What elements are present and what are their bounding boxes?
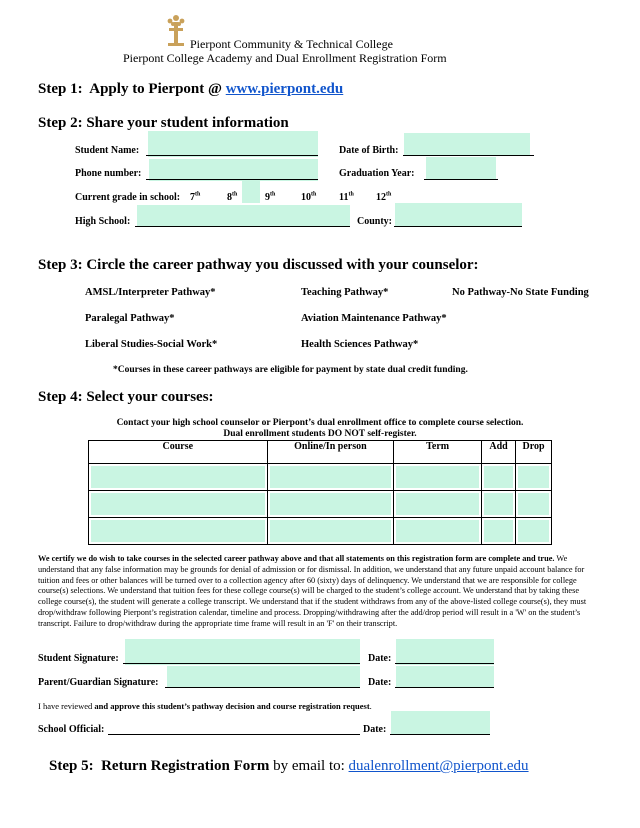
pierpont-logo-icon xyxy=(164,14,188,48)
term-cell[interactable] xyxy=(394,464,482,491)
step1-heading xyxy=(38,81,343,98)
form-title: Pierpont College Academy and Dual Enrollment Registration Form xyxy=(123,51,447,65)
certification-statement xyxy=(38,554,604,630)
term-cell[interactable] xyxy=(394,491,482,518)
high-school-field[interactable] xyxy=(137,205,350,227)
official-date-line xyxy=(390,734,490,735)
step2-heading: Step 2: Share your student information xyxy=(38,115,289,131)
column-online-in-person: Online/In person xyxy=(267,441,394,464)
review-statement: I have reviewed and approve this student’s pathway decision and course registration request. xyxy=(38,701,372,711)
column-term: Term xyxy=(394,441,482,464)
add-cell[interactable] xyxy=(482,518,516,545)
course-cell[interactable] xyxy=(89,518,268,545)
table-row xyxy=(89,491,552,518)
official-date-label: Date: xyxy=(363,724,387,735)
delivery-cell[interactable] xyxy=(267,464,394,491)
high-school-label: High School: xyxy=(75,216,131,227)
pathway-aviation[interactable]: Aviation Maintenance Pathway* xyxy=(301,313,447,324)
drop-cell[interactable] xyxy=(516,518,552,545)
pathway-liberal-studies[interactable]: Liberal Studies-Social Work* xyxy=(85,339,218,350)
parent-date-line xyxy=(395,687,494,688)
phone-number-field[interactable] xyxy=(149,159,318,181)
high-school-line xyxy=(135,226,350,227)
step5-text: by email to: xyxy=(269,758,349,774)
current-grade-label: Current grade in school: xyxy=(75,192,181,203)
step5-label: Step 5: Return Registration Form xyxy=(49,758,270,774)
pathway-footnote: *Courses in these career pathways are eligible for payment by state dual credit funding. xyxy=(113,365,468,375)
student-signature-label: Student Signature: xyxy=(38,653,119,664)
school-official-label: School Official: xyxy=(38,724,105,735)
phone-number-line xyxy=(146,179,318,180)
course-note-line2: Dual enrollment students DO NOT self-register. xyxy=(223,429,417,439)
delivery-cell[interactable] xyxy=(267,491,394,518)
student-name-field[interactable] xyxy=(148,131,318,157)
column-course: Course xyxy=(89,441,268,464)
date-of-birth-line xyxy=(403,155,534,156)
add-cell[interactable] xyxy=(482,491,516,518)
pathway-none[interactable]: No Pathway-No State Funding xyxy=(452,287,589,298)
grade-selection-field[interactable] xyxy=(242,181,260,203)
county-line xyxy=(394,226,522,227)
grade-option-11[interactable]: 11th xyxy=(339,191,354,203)
school-official-line[interactable] xyxy=(108,734,360,735)
dual-enrollment-email-link[interactable]: dualenrollment@pierpont.edu xyxy=(348,758,529,774)
step5-heading xyxy=(49,758,529,775)
certification-text: We understand that any false information may be grounds for denial of admission or for dismissal. In addition, we understand that any future unpaid account balance for tuition and fees or other balances will be turned over to a collection agency after 60 (sixty) days of delinquency. We understand that we are responsible for college course(s) selections. We understand that tuition fees for these college course(s) will be charged to the student’s college account. We understand that by taking these college course(s), the student will generate a college transcript. We understand that if the student withdraws from any of the above-listed college course(s), they must drop/withdraw following Pierpont’s registration calendar, timeline and process. Dropping/withdrawing after the add/drop period will result in a 'W' on the student’s transcript. Failure to drop/withdraw during the appropriate time frame will result in an 'F' on their transcript. xyxy=(38,554,587,628)
parent-date-field[interactable] xyxy=(396,666,494,688)
student-date-line xyxy=(395,663,494,664)
graduation-year-field[interactable] xyxy=(426,157,496,179)
graduation-year-label: Graduation Year: xyxy=(339,168,415,179)
step4-heading: Step 4: Select your courses: xyxy=(38,389,214,405)
parent-signature-label: Parent/Guardian Signature: xyxy=(38,677,159,688)
course-selection-note xyxy=(88,418,552,440)
grade-option-10[interactable]: 10th xyxy=(301,191,317,203)
drop-cell[interactable] xyxy=(516,464,552,491)
grade-option-7[interactable]: 7th xyxy=(190,191,201,203)
term-cell[interactable] xyxy=(394,518,482,545)
drop-cell[interactable] xyxy=(516,491,552,518)
course-table-header xyxy=(89,441,552,464)
student-name-label: Student Name: xyxy=(75,145,140,156)
pathway-teaching[interactable]: Teaching Pathway* xyxy=(301,287,389,298)
county-field[interactable] xyxy=(395,203,522,227)
student-signature-field[interactable] xyxy=(125,639,360,665)
course-cell[interactable] xyxy=(89,491,268,518)
graduation-year-line xyxy=(424,179,498,180)
grade-option-12[interactable]: 12th xyxy=(376,191,392,203)
certification-bold: We certify we do wish to take courses in the selected career pathway above and that all statements on this registration form are complete and true. xyxy=(38,554,555,563)
column-drop: Drop xyxy=(516,441,552,464)
parent-date-label: Date: xyxy=(368,677,392,688)
date-of-birth-field[interactable] xyxy=(404,133,530,155)
pathway-health-sciences[interactable]: Health Sciences Pathway* xyxy=(301,339,419,350)
course-cell[interactable] xyxy=(89,464,268,491)
pathway-amsl[interactable]: AMSL/Interpreter Pathway* xyxy=(85,287,216,298)
county-label: County: xyxy=(357,216,393,227)
step1-label: Step 1: Apply to Pierpont @ xyxy=(38,81,226,97)
grade-option-9[interactable]: 9th xyxy=(265,191,276,203)
phone-number-label: Phone number: xyxy=(75,168,142,179)
column-add: Add xyxy=(482,441,516,464)
date-of-birth-label: Date of Birth: xyxy=(339,145,399,156)
table-row xyxy=(89,464,552,491)
table-row xyxy=(89,518,552,545)
course-note-line1: Contact your high school counselor or Pierpont’s dual enrollment office to complete course selection. xyxy=(116,418,524,428)
parent-signature-line xyxy=(165,687,360,688)
student-date-label: Date: xyxy=(368,653,392,664)
official-date-field[interactable] xyxy=(391,711,490,735)
college-name: Pierpont Community & Technical College xyxy=(190,37,393,51)
add-cell[interactable] xyxy=(482,464,516,491)
grade-option-8[interactable]: 8th xyxy=(227,191,238,203)
student-date-field[interactable] xyxy=(396,639,494,665)
pathway-paralegal[interactable]: Paralegal Pathway* xyxy=(85,313,175,324)
delivery-cell[interactable] xyxy=(267,518,394,545)
student-name-line xyxy=(146,155,318,156)
pierpont-website-link[interactable]: www.pierpont.edu xyxy=(225,81,344,97)
student-signature-line xyxy=(123,663,360,664)
parent-signature-field[interactable] xyxy=(167,666,360,688)
course-table xyxy=(88,440,552,545)
step3-heading: Step 3: Circle the career pathway you discussed with your counselor: xyxy=(38,257,479,273)
